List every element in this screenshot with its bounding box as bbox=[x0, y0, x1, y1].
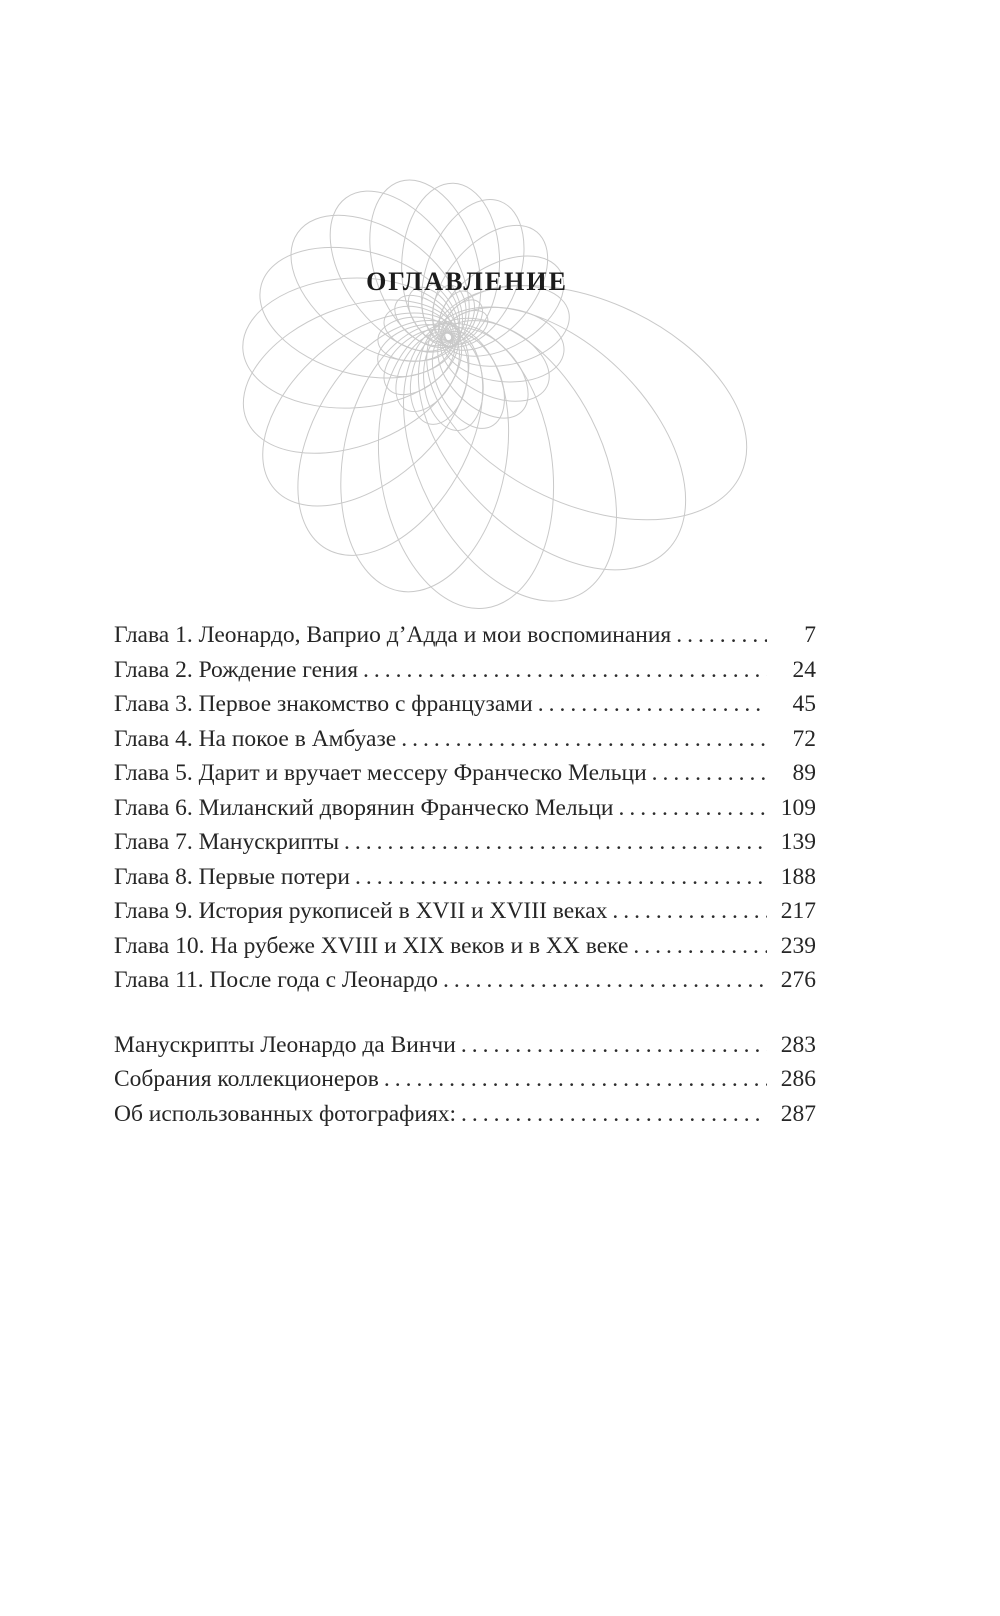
dot-leader bbox=[461, 1028, 767, 1063]
toc-entry-label: Глава 2. Рождение гения bbox=[114, 656, 359, 683]
toc-entry bbox=[114, 963, 816, 998]
chapters-section bbox=[114, 618, 816, 998]
toc-entry-label: Глава 3. Первое знакомство с французами bbox=[114, 691, 533, 717]
toc-entry bbox=[114, 860, 816, 895]
page-title: ОГЛАВЛЕНИЕ bbox=[366, 267, 568, 296]
dot-leader bbox=[676, 618, 767, 653]
toc-entry-label: Глава 9. История рукописей в XVII и XVIII веках bbox=[114, 898, 608, 924]
toc-entry-label: Глава 10. На рубеже XVIII и XIX веков и в XX веке bbox=[114, 932, 629, 959]
toc-entry-page: 188 bbox=[780, 863, 816, 890]
toc-entry-label: Глава 4. На покое в Амбуазе bbox=[114, 725, 397, 752]
toc-entry-page: 109 bbox=[780, 794, 816, 821]
toc-entry-label: Глава 5. Дарит и вручает мессеру Франческо Мельци bbox=[114, 760, 647, 786]
toc-entry-label: Глава 1. Леонардо, Ваприо д’Адда и мои воспоминания bbox=[114, 622, 672, 648]
toc-entry-page: 7 bbox=[804, 622, 816, 648]
toc-entry bbox=[114, 894, 816, 929]
toc-entry bbox=[114, 687, 816, 722]
toc-entry-label: Глава 11. После года с Леонардо bbox=[114, 967, 439, 993]
toc-entry-page: 72 bbox=[792, 725, 816, 752]
toc-entry-label: Манускрипты Леонардо да Винчи bbox=[114, 1031, 456, 1058]
table-of-contents bbox=[114, 618, 816, 1131]
toc-entry-label: Об использованных фотографиях: bbox=[114, 1100, 457, 1127]
dot-leader bbox=[344, 825, 767, 860]
toc-entry bbox=[114, 929, 816, 964]
dot-leader bbox=[652, 756, 767, 791]
toc-entry bbox=[114, 1062, 816, 1097]
toc-entry-page: 139 bbox=[780, 829, 816, 855]
toc-entry-label: Глава 6. Миланский дворянин Франческо Мельци bbox=[114, 794, 614, 821]
toc-entry-page: 217 bbox=[780, 898, 816, 924]
dot-leader bbox=[384, 1062, 767, 1097]
toc-entry-label: Глава 8. Первые потери bbox=[114, 863, 350, 890]
toc-entry bbox=[114, 722, 816, 757]
appendix-section bbox=[114, 1028, 816, 1132]
toc-entry bbox=[114, 618, 816, 653]
dot-leader bbox=[633, 929, 767, 964]
toc-entry bbox=[114, 1028, 816, 1063]
toc-entry bbox=[114, 1097, 816, 1132]
dot-leader bbox=[443, 963, 767, 998]
toc-entry-label: Собрания коллекционеров bbox=[114, 1066, 379, 1092]
toc-entry-page: 45 bbox=[792, 691, 816, 717]
toc-entry-page: 276 bbox=[780, 967, 816, 993]
toc-entry-page: 283 bbox=[780, 1031, 816, 1058]
dot-leader bbox=[355, 860, 767, 895]
dot-leader bbox=[619, 791, 767, 826]
toc-entry-page: 24 bbox=[792, 656, 816, 683]
dot-leader bbox=[461, 1097, 767, 1132]
toc-entry-page: 286 bbox=[780, 1066, 816, 1092]
toc-entry bbox=[114, 756, 816, 791]
dot-leader bbox=[612, 894, 767, 929]
toc-entry bbox=[114, 653, 816, 688]
toc-entry-page: 239 bbox=[780, 932, 816, 959]
toc-entry bbox=[114, 825, 816, 860]
dot-leader bbox=[538, 687, 767, 722]
toc-entry-page: 89 bbox=[792, 760, 816, 786]
dot-leader bbox=[401, 722, 767, 757]
toc-entry-page: 287 bbox=[780, 1100, 816, 1127]
toc-entry-label: Глава 7. Манускрипты bbox=[114, 829, 340, 855]
toc-entry bbox=[114, 791, 816, 826]
dot-leader bbox=[363, 653, 767, 688]
